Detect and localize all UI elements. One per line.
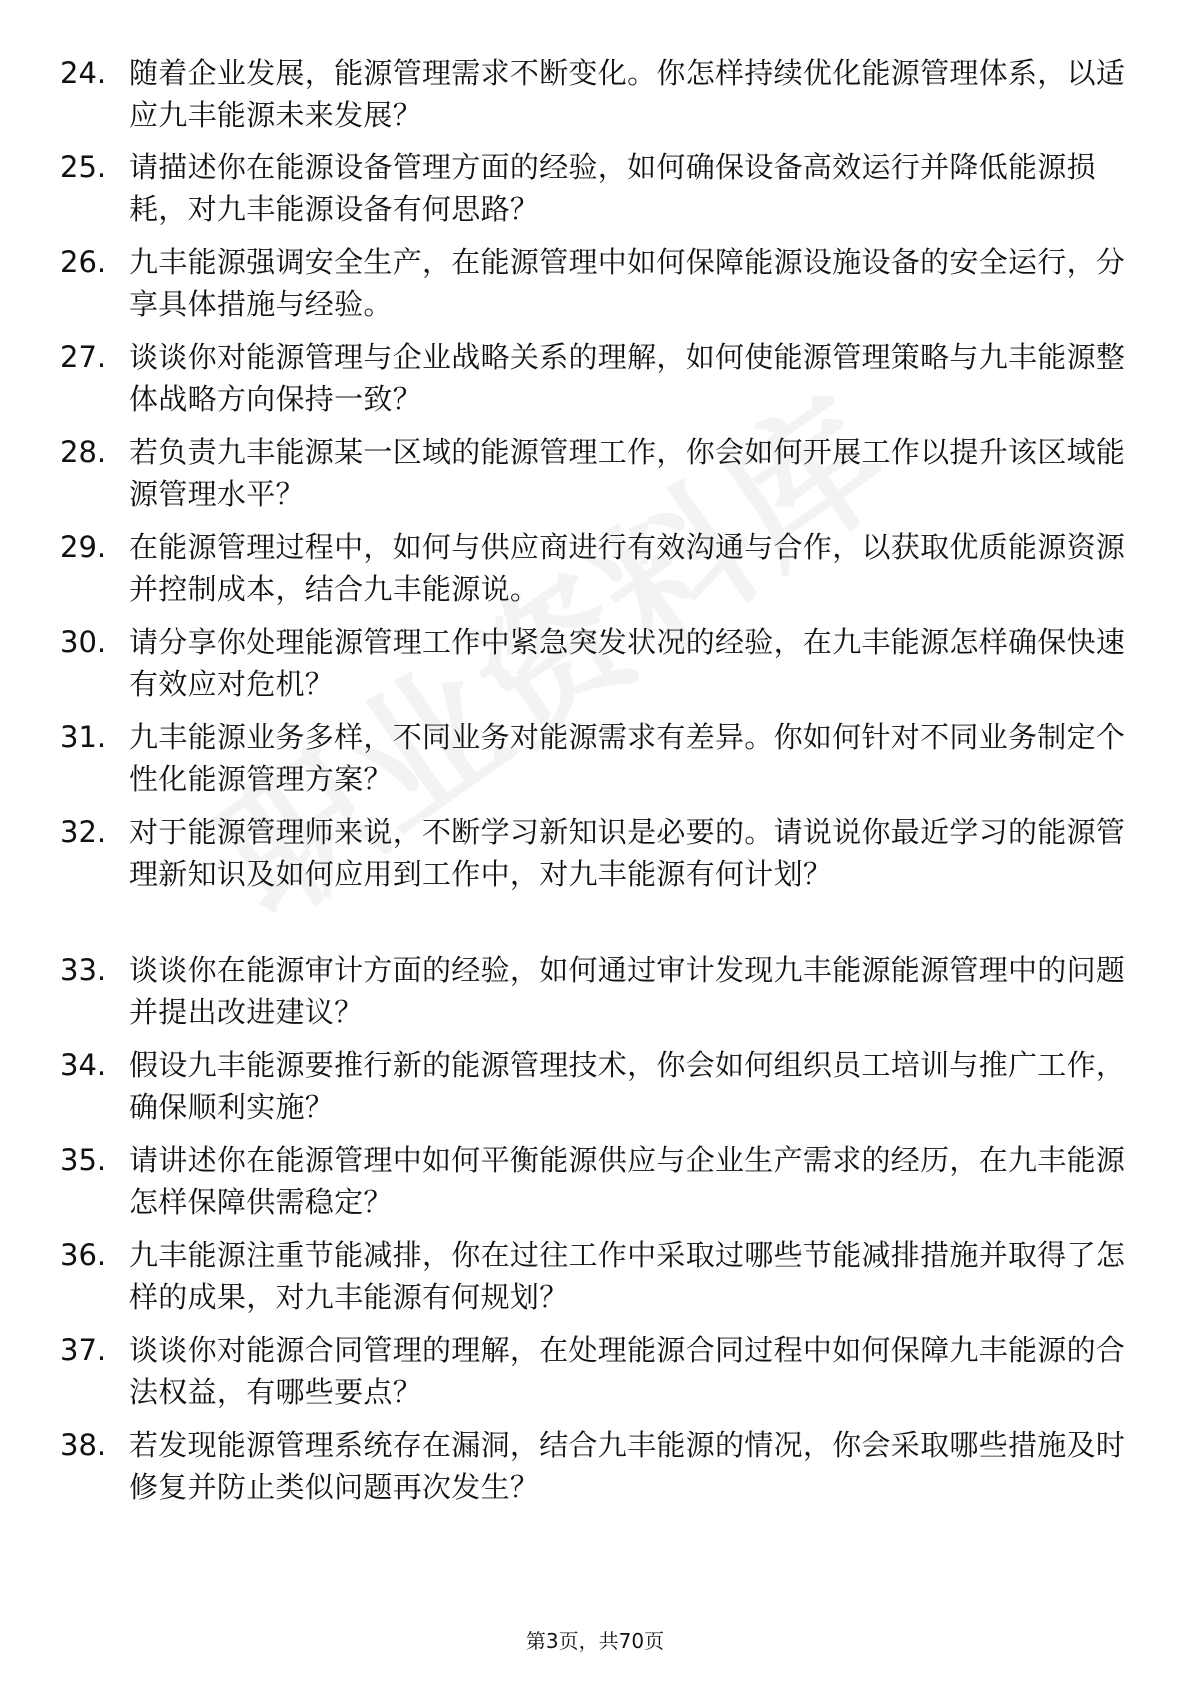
question-text: 请讲述你在能源管理中如何平衡能源供应与企业生产需求的经历，在九丰能源怎样保障供需稳定？	[129, 1143, 1126, 1219]
question-text: 若发现能源管理系统存在漏洞，结合九丰能源的情况，你会采取哪些措施及时修复并防止类似问题再次发生？	[129, 1428, 1126, 1504]
question-number: 34.	[60, 1048, 107, 1082]
question-number: 30.	[60, 625, 107, 659]
question-number: 36.	[60, 1238, 107, 1272]
question-number: 28.	[60, 435, 107, 469]
question-text: 随着企业发展，能源管理需求不断变化。你怎样持续优化能源管理体系，以适应九丰能源未来发展？	[129, 56, 1126, 132]
question-number: 26.	[60, 245, 107, 279]
question-text: 九丰能源注重节能减排，你在过往工作中采取过哪些节能减排措施并取得了怎样的成果，对九丰能源有何规划？	[129, 1238, 1126, 1314]
question-number: 31.	[60, 720, 107, 754]
question-text: 请描述你在能源设备管理方面的经验，如何确保设备高效运行并降低能源损耗，对九丰能源设备有何思路？	[129, 150, 1096, 226]
question-number: 38.	[60, 1428, 107, 1462]
question-text: 谈谈你在能源审计方面的经验，如何通过审计发现九丰能源能源管理中的问题并提出改进建议？	[129, 953, 1126, 1029]
question-text: 谈谈你对能源合同管理的理解，在处理能源合同过程中如何保障九丰能源的合法权益，有哪些要点？	[129, 1333, 1126, 1409]
question-text: 九丰能源强调安全生产，在能源管理中如何保障能源设施设备的安全运行，分享具体措施与经验。	[129, 245, 1126, 321]
question-number: 29.	[60, 530, 107, 564]
question-number: 24.	[60, 56, 107, 90]
question-text: 若负责九丰能源某一区域的能源管理工作，你会如何开展工作以提升该区域能源管理水平？	[129, 435, 1126, 511]
question-number: 27.	[60, 340, 107, 374]
question-text: 九丰能源业务多样，不同业务对能源需求有差异。你如何针对不同业务制定个性化能源管理方案？	[129, 720, 1126, 796]
question-number: 25.	[60, 150, 107, 184]
question-number: 37.	[60, 1333, 107, 1367]
question-number: 33.	[60, 953, 107, 987]
page-footer: 第3页，共70页	[525, 1629, 665, 1653]
question-text: 谈谈你对能源管理与企业战略关系的理解，如何使能源管理策略与九丰能源整体战略方向保持一致？	[129, 340, 1126, 416]
question-text: 请分享你处理能源管理工作中紧急突发状况的经验，在九丰能源怎样确保快速有效应对危机？	[129, 625, 1126, 701]
question-number: 32.	[60, 815, 107, 849]
question-text: 在能源管理过程中，如何与供应商进行有效沟通与合作，以获取优质能源资源并控制成本，结合九丰能源说。	[129, 530, 1126, 606]
question-text: 假设九丰能源要推行新的能源管理技术，你会如何组织员工培训与推广工作，确保顺利实施？	[129, 1048, 1126, 1124]
question-text: 对于能源管理师来说，不断学习新知识是必要的。请说说你最近学习的能源管理新知识及如何应用到工作中，对九丰能源有何计划？	[129, 815, 1126, 891]
question-number: 35.	[60, 1143, 107, 1177]
